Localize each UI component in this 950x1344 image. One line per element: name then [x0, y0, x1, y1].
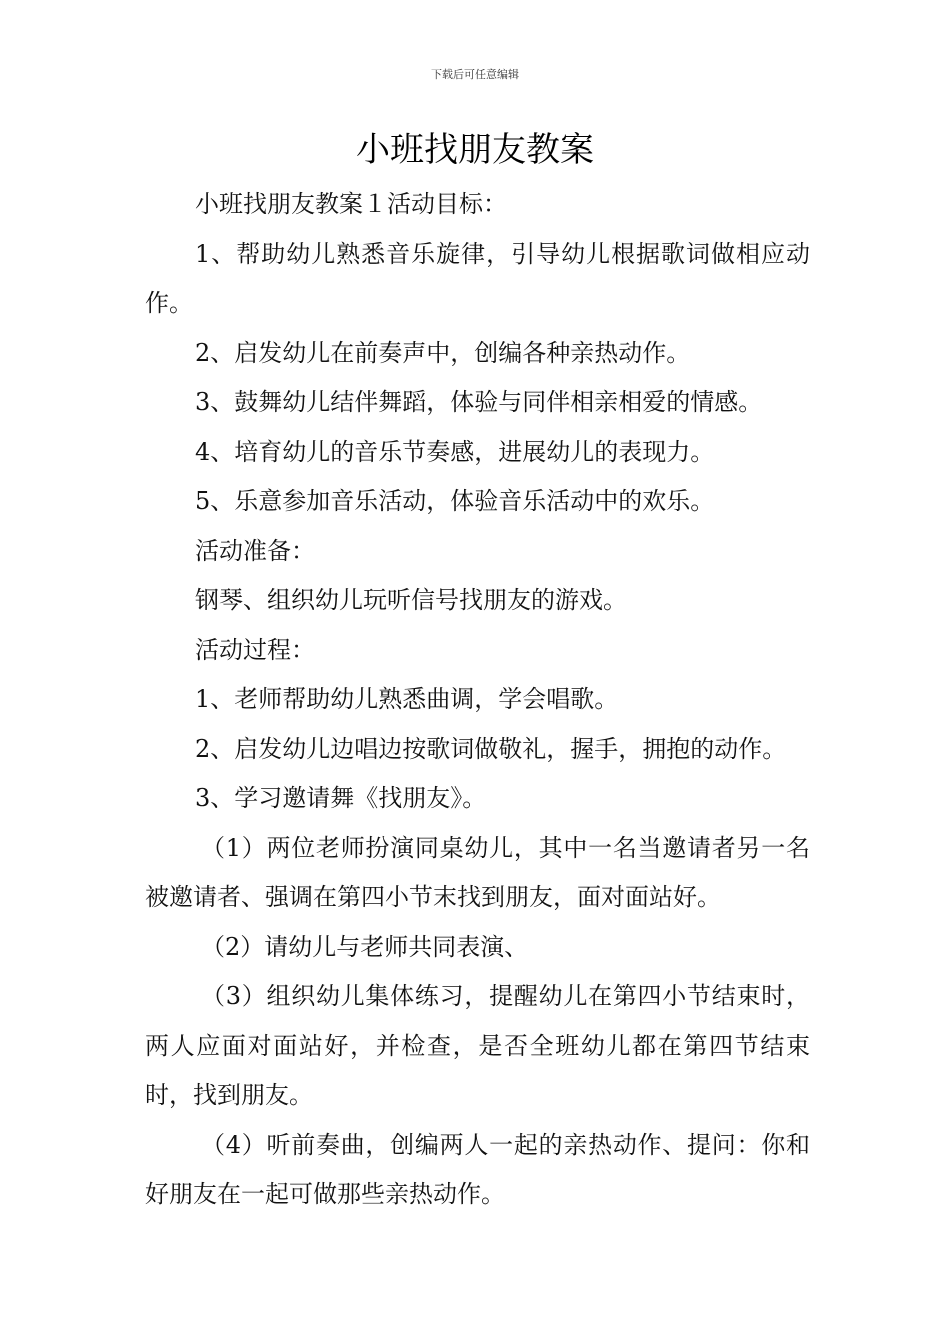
paragraph-objective-2: 2、启发幼儿在前奏声中，创编各种亲热动作。 [195, 338, 691, 367]
document-title: 小班找朋友教案 [356, 130, 594, 170]
paragraph-substep-1: （1）两位老师扮演同桌幼儿，其中一名当邀请者另一名被邀请者、强调在第四小节末找到朋友，面对面站好。 [145, 833, 810, 911]
paragraph-objective-4: 4、培育幼儿的音乐节奏感，进展幼儿的表现力。 [195, 437, 715, 466]
paragraph-process-step-3: 3、学习邀请舞《找朋友》。 [195, 784, 487, 812]
paragraph-process-heading: 活动过程： [195, 635, 315, 664]
paragraph-substep-4: （4）听前奏曲，创编两人一起的亲热动作、提问：你和好朋友在一起可做那些亲热动作。 [145, 1130, 810, 1208]
paragraph-process-step-1: 1、老师帮助幼儿熟悉曲调，学会唱歌。 [195, 685, 619, 713]
document-body [145, 180, 810, 1220]
paragraph-preparation-heading: 活动准备： [195, 536, 315, 565]
paragraph-objective-5: 5、乐意参加音乐活动，体验音乐活动中的欢乐。 [195, 487, 715, 515]
paragraph-objective-3: 3、鼓舞幼儿结伴舞蹈，体验与同伴相亲相爱的情感。 [195, 388, 763, 416]
paragraph-substep-2: （2）请幼儿与老师共同表演、 [201, 932, 529, 961]
paragraph-substep-3: （3）组织幼儿集体练习，提醒幼儿在第四小节结束时，两人应面对面站好，并检查，是否全班幼儿都在第四节结束时，找到朋友。 [145, 982, 810, 1109]
paragraph-preparation: 钢琴、组织幼儿玩听信号找朋友的游戏。 [195, 586, 627, 614]
page-header-note: 下载后可任意编辑 [431, 68, 519, 81]
paragraph-objectives-heading: 小班找朋友教案１活动目标： [195, 190, 507, 218]
paragraph-process-step-2: 2、启发幼儿边唱边按歌词做敬礼，握手，拥抱的动作。 [195, 734, 787, 763]
paragraph-objective-1: 1、帮助幼儿熟悉音乐旋律，引导幼儿根据歌词做相应动作。 [145, 239, 810, 317]
